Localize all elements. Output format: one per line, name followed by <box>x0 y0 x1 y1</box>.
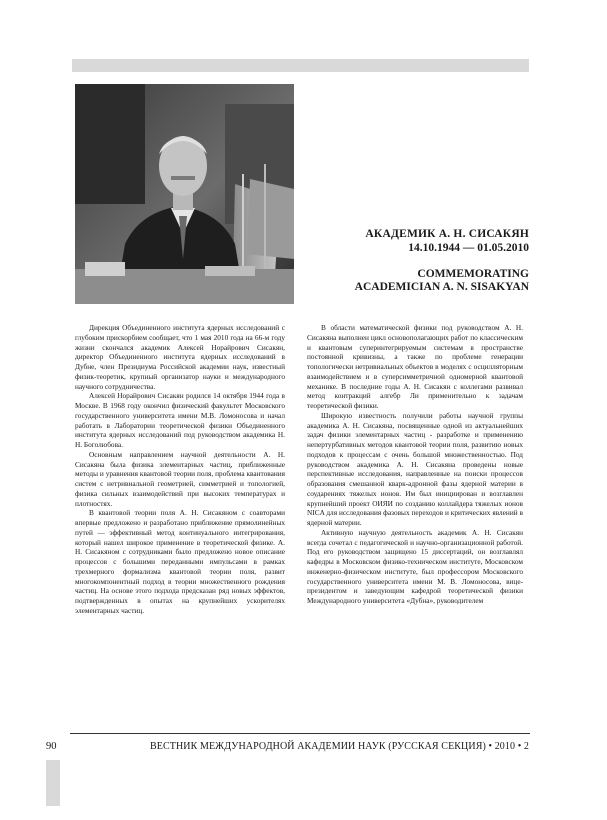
footer-rule <box>70 733 530 734</box>
right-text-column <box>307 323 523 606</box>
side-decorative-bar <box>46 760 60 806</box>
paragraph: В области математической физики под руководством А. Н. Сисакяна выполнен цикл основополагающих работ по классическим и квантовым суперинтегрируемым системам в пространстве постоянной кривизны, а также по проблеме генерации топологически нетривиальных объектов в моделях с осцилляторным взаимодействием и в суперсимметричной одномерной квантовой механике. В последние годы А. Н. Сисакян с коллегами развивал метод контракций алгебр Ли применительно к задачам теоретической физики. <box>307 323 523 410</box>
paragraph: Широкую известность получили работы научной группы академика А. Н. Сисакяна, посвященные одной из актуальнейших задач физики элементарных частиц - разработке и применению непертурбативных методов квантовой теории поля, развитию новых подходов к процессам с очень большой множественностью. Под руководством академика А. Н. Сисакяна проведены новые перспективные исследования, направленные на поиски процессов образования смешанной кварк-адронной фазы ядерной материи в соударениях тяжелых ионов. Им был инициирован и возглавлен крупнейший проект ОИЯИ по созданию коллайдера тяжелых ионов NICA для исследования фазовых переходов и критических явлений в ядерной материи. <box>307 410 523 527</box>
paragraph: В квантовой теории поля А. Н. Сисакяном с соавторами впервые предложено и разработано приближение прямолинейных путей — эффективный метод континуального интегрирования, который нашел широкое применение в теоретической физике. А. Н. Сисакяном с сотрудниками было предложено новое описание процессов с большими переданными импульсами в рамках трехмерного формализма квантовой теории поля, развит многокомпонентный подход в теории множественного рождения частиц. На основе этого подхода предсказан ряд новых эффектов, подтвержденных в опытах на крупнейших ускорителях элементарных частиц. <box>75 508 285 615</box>
heading-dates: 14.10.1944 — 01.05.2010 <box>408 242 529 254</box>
top-decorative-bar <box>72 59 529 72</box>
journal-running-footer: ВЕСТНИК МЕЖДУНАРОДНОЙ АКАДЕМИИ НАУК (РУССКАЯ СЕКЦИЯ) • 2010 • 2 <box>150 741 529 752</box>
paragraph: Активную научную деятельность академик А. Н. Сисакян всегда сочетал с педагогической и научно-организационной работой. Под его руководством защищено 15 диссертаций, он возглавлял кафедры в Московском физико-техническом институте, Московском инженерно-физическом институте, был профессором Московского государственного университета имени М. В. Ломоносова, вице-президентом и заведующим кафедрой теоретической физики Международного университета «Дубна», руководителем <box>307 527 523 605</box>
portrait-photo <box>75 84 294 304</box>
article-heading <box>300 228 529 294</box>
paragraph: Основным направлением научной деятельности А. Н. Сисакяна была физика элементарных частиц, приближенные методы и уравнения квантовой теории поля, проблема квантования систем с нетривиальной геометрией, симметрией и топологией, физика сильных взаимодействий при высоких температурах и плотностях. <box>75 449 285 508</box>
heading-en-line1: COMMEMORATING <box>417 268 529 280</box>
paragraph: Алексей Норайрович Сисакян родился 14 октября 1944 года в Москве. В 1968 году окончил физический факультет Московского государственного университета имени М.В. Ломоносова и начал работать в Лаборатории теоретической физики Объединенного института ядерных исследований под руководством академика Н. Н. Боголюбова. <box>75 391 285 449</box>
paragraph: Дирекция Объединенного института ядерных исследований с глубоким прискорбием сообщает, что 1 мая 2010 года на 66-м году жизни скончался академик Алексей Норайрович Сисакян, директор Объединенного института ядерных исследований в Дубне, член Президиума Российской академии наук, известный физик-теоретик, крупный организатор науки и международного научного сотрудничества. <box>75 323 285 391</box>
heading-name-ru: АКАДЕМИК А. Н. СИСАКЯН <box>365 228 529 240</box>
heading-en-line2: ACADEMICIAN A. N. SISAKYAN <box>354 281 529 293</box>
page-number: 90 <box>46 741 57 752</box>
left-text-column <box>75 323 285 616</box>
portrait-illustration <box>75 84 294 304</box>
